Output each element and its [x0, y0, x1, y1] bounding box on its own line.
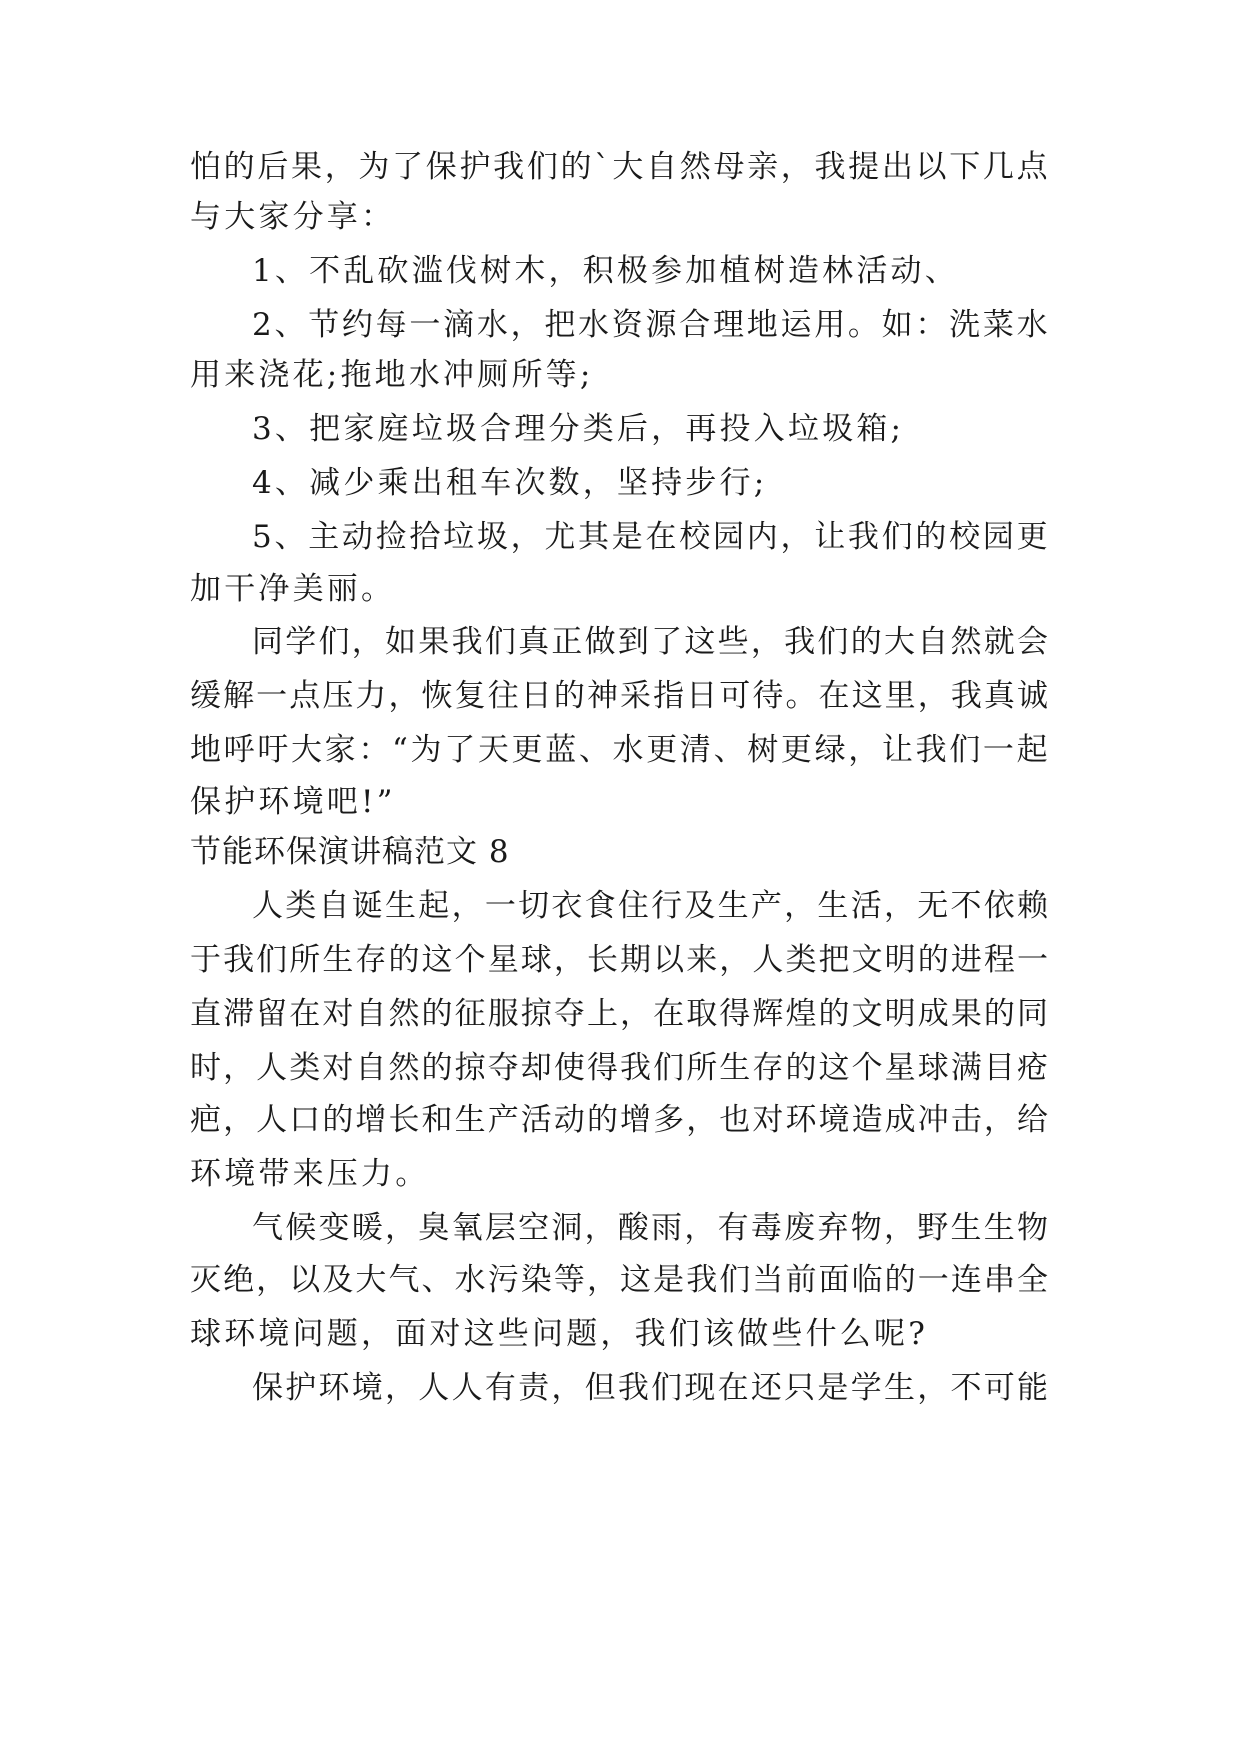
text-line: 保护环境吧!”: [190, 784, 396, 820]
text-line: 灭绝，以及大气、水污染等，这是我们当前面临的一连串全: [190, 1262, 1050, 1298]
text-line: 时，人类对自然的掠夺却使得我们所生存的这个星球满目疮: [190, 1050, 1050, 1086]
section-heading: 节能环保演讲稿范文 8: [190, 834, 510, 870]
text-line: 环境带来压力。: [190, 1156, 430, 1192]
text-line: 加干净美丽。: [190, 571, 396, 607]
paragraph-start: 人类自诞生起，一切衣食住行及生产，生活，无不依赖: [252, 888, 1050, 924]
paragraph-start: 气候变暖，臭氧层空洞，酸雨，有毒废弃物，野生生物: [252, 1210, 1050, 1246]
text-line: 球环境问题，面对这些问题，我们该做些什么呢?: [190, 1316, 929, 1352]
list-item: 1、不乱砍滥伐树木，积极参加植树造林活动、: [252, 253, 959, 289]
text-line: 缓解一点压力，恢复往日的神采指日可待。在这里，我真诚: [190, 678, 1050, 714]
text-line: 于我们所生存的这个星球，长期以来，人类把文明的进程一: [190, 942, 1050, 978]
list-item: 3、把家庭垃圾合理分类后，再投入垃圾箱;: [252, 411, 905, 447]
text-line: 直滞留在对自然的征服掠夺上，在取得辉煌的文明成果的同: [190, 996, 1050, 1032]
list-item: 5、主动捡拾垃圾，尤其是在校园内，让我们的校园更: [252, 519, 1050, 555]
text-line: 用来浇花;拖地水冲厕所等;: [190, 357, 594, 393]
text-line: 与大家分享：: [190, 199, 396, 235]
list-item: 4、减少乘出租车次数，坚持步行;: [252, 465, 768, 501]
list-item: 2、节约每一滴水，把水资源合理地运用。如：洗菜水: [252, 307, 1050, 343]
text-line: 疤，人口的增长和生产活动的增多，也对环境造成冲击，给: [190, 1102, 1050, 1138]
text-line: 怕的后果，为了保护我们的`大自然母亲，我提出以下几点: [190, 149, 1050, 185]
text-line: 地呼吁大家：“为了天更蓝、水更清、树更绿，让我们一起: [190, 732, 1050, 768]
paragraph-start: 同学们，如果我们真正做到了这些，我们的大自然就会: [252, 624, 1050, 660]
paragraph-start: 保护环境，人人有责，但我们现在还只是学生，不可能: [252, 1370, 1050, 1406]
